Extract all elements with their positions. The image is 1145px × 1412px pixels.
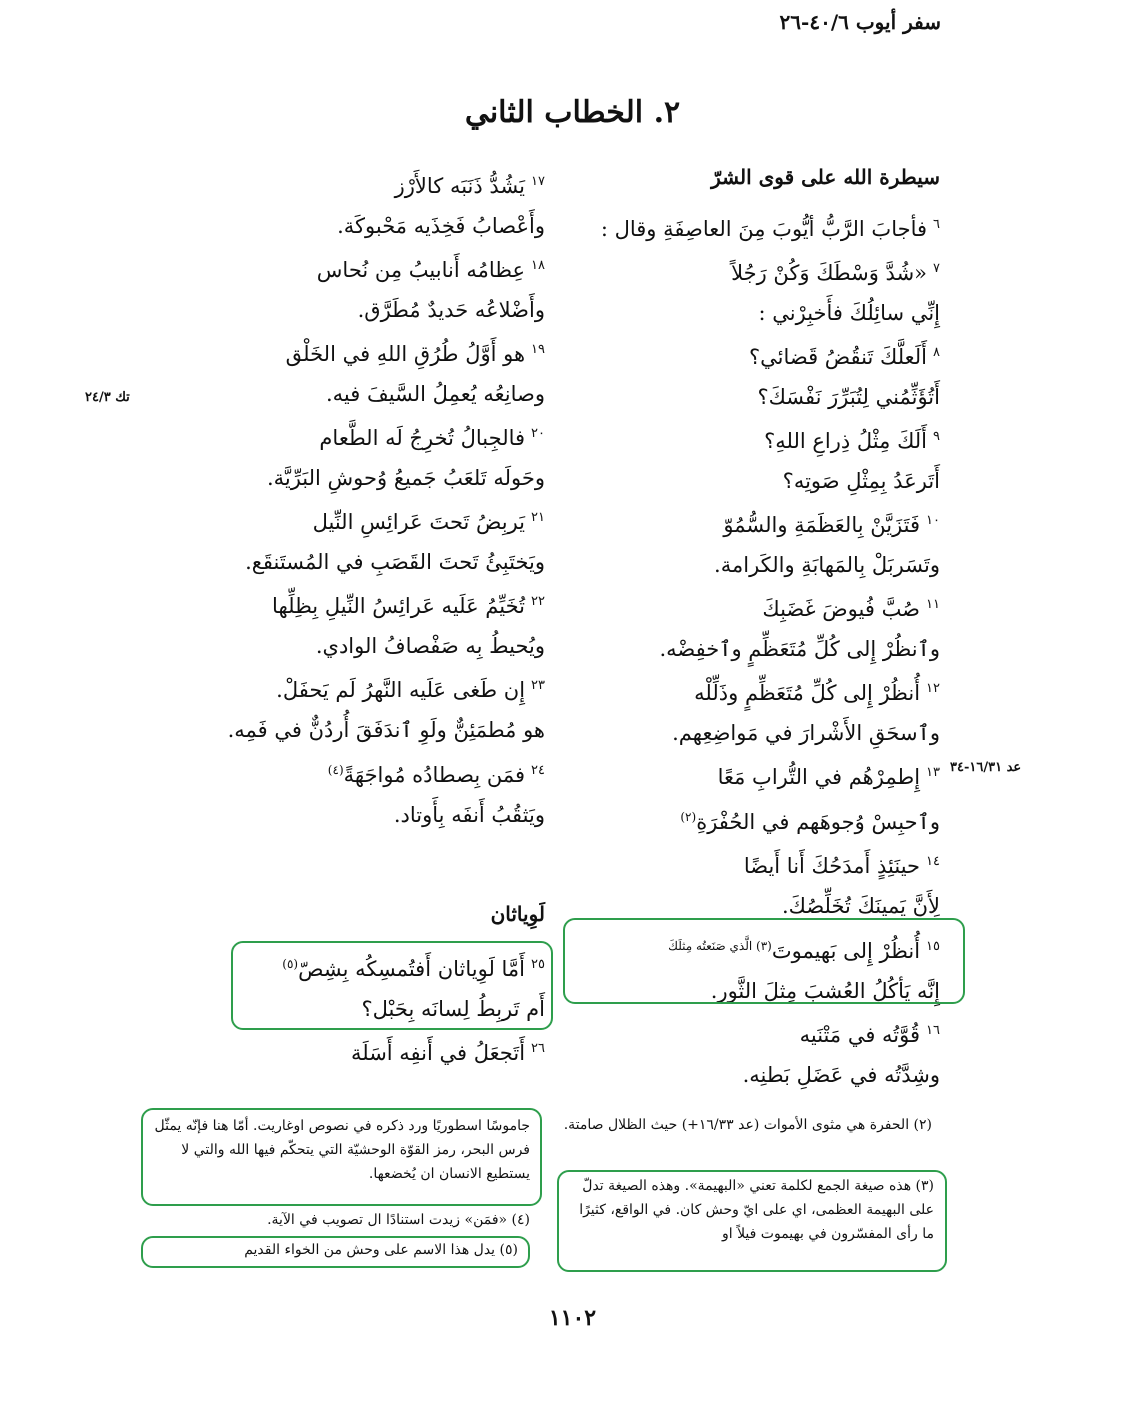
footnote-2: (٢) الحفرة هي مثوى الأموات (عد ١٦/٣٣+) حيث الظلال صامتة. [563, 1117, 932, 1133]
footnote-ref-5: (٥) [282, 957, 299, 971]
verse-text: هو أَوَّلُ طُرُقِ اللهِ في الخَلْق [285, 342, 526, 366]
verse-line [228, 330, 545, 374]
verse-line [282, 1029, 545, 1073]
verse-number: ٢٣ [531, 678, 545, 693]
verse-text: فَتَزَيَّنْ بِالعَظَمَةِ والسُّمُوّ [723, 513, 921, 537]
verse-text: وٱنظُرْ إِلى كُلِّ مُتَعَظِّمٍ وٱخفِضْه. [659, 637, 940, 661]
crossref-genesis: تك ٢٤/٣ [85, 390, 130, 405]
verse-number: ٧ [933, 261, 940, 276]
verse-line [601, 205, 940, 249]
running-header: سفر أيوب ٤٠/٦-٢٦ [779, 10, 941, 34]
verse-text: أَتُؤَثِّمُني لِتُبَرِّرَ نَفْسَكَ؟ [757, 385, 940, 409]
verse-number: ٢٤ [531, 763, 545, 778]
verse-number: ١٨ [531, 258, 545, 273]
footnote-3: (٣) هذه صيغة الجمع لكلمة تعني «البهيمة». وهذه الصيغة تدلّ على البهيمة العظمى، اي على ايّ وحش كان. في الواقع، كثيرًا ما رأى المفسّرون في بهيموت فيلاً او [579, 1178, 934, 1242]
verse-line [601, 333, 940, 377]
verse-line [601, 629, 940, 669]
verse-text-continuation: الَّذي صَنَعتُه مِثلَكَ [668, 939, 756, 953]
verse-line [601, 1055, 940, 1095]
verse-text: ويَثقُبُ أَنفَه بِأَوتاد. [393, 803, 545, 827]
verse-text: وٱحبِسْ وُجوهَهم في الحُفْرَةِ [696, 810, 940, 834]
verse-number: ٢٢ [531, 594, 545, 609]
verse-number: ١١ [926, 597, 940, 612]
verse-line [601, 377, 940, 417]
verse-text: يَشُدُّ ذَنَبَه كالأَرْز [394, 174, 526, 198]
verse-text: إِنِّي سائِلُكَ فأَخبِرْني : [758, 301, 940, 325]
verse-number: ١٠ [926, 513, 940, 528]
verse-text: فأجابَ الرَّبُّ أيُّوبَ مِنَ العاصِفَةِ وقال : [600, 217, 928, 241]
right-column-heading: سيطرة الله على قوى الشرّ [711, 165, 940, 189]
verse-line [228, 374, 545, 414]
verse-line [601, 585, 940, 629]
leviathan-heading: لَوِياثان [490, 902, 545, 926]
verse-text: عِظامُه أَنابيبُ مِن نُحاس [316, 258, 526, 282]
footnote-ref-3: (٣) [756, 939, 772, 953]
verse-text: أَم تَربِطُ لِسانَه بِحَبْل؟ [361, 997, 545, 1021]
verse-text: إِن طَغى عَلَيه النَّهرُ لَم يَحفَلْ. [276, 678, 526, 702]
verse-number: ١٩ [531, 342, 545, 357]
verse-text: «شُدَّ وَسْطَكَ وَكُنْ رَجُلاً [731, 261, 928, 285]
verse-line [228, 414, 545, 458]
verse-text: أَلَعلَّكَ تَنقُضُ قَضائي؟ [748, 345, 928, 369]
verse-number: ١٢ [926, 681, 940, 696]
verse-text: وحَولَه تَلعَبُ جَميعُ وُحوشِ البَرِّيَّة. [266, 466, 545, 490]
highlight-box-leviathan [231, 941, 553, 1030]
left-column-verses [228, 162, 545, 835]
verse-text: ويَختَبِئُ تَحتَ القَصَبِ في المُستَنقَع. [245, 550, 545, 574]
highlight-box-behemoth [563, 918, 965, 1004]
verse-line [601, 753, 940, 797]
verse-text: وتَسَربَلْ بِالمَهابَةِ والكَرامة. [714, 553, 940, 577]
verse-line [601, 461, 940, 501]
verse-line [228, 162, 545, 206]
verse-text: أَتَجعَلُ في أَنفِه أَسَلَة [350, 1041, 526, 1065]
verse-text: وأَعْصابُ فَخِذَيه مَحْبوكَة. [337, 214, 545, 238]
verse-text: ويُحيطُ بِه صَفْصافُ الوادي. [315, 634, 545, 658]
verse-line [601, 545, 940, 585]
verse-number: ٢١ [531, 510, 545, 525]
verse-line [601, 249, 940, 293]
verse-text: تُخَيِّمُ عَلَيه عَرائِسُ النِّيلِ بِظِلِّها [272, 594, 526, 618]
verse-text: يَربِضُ تَحتَ عَرائِسِ النِّيل [312, 510, 526, 534]
verse-number: ٦ [933, 217, 940, 232]
verse-text: فمَن بِصطادُه مُواجَهَةً [343, 763, 526, 787]
verse-number: ١٦ [926, 1023, 940, 1038]
verse-text: أَلَكَ مِثْلُ ذِراعِ اللهِ؟ [764, 429, 928, 453]
verse-number: ٨ [933, 345, 940, 360]
verse-text: حينَئِذٍ أَمدَحُكَ أَنا أَيضًا [743, 854, 921, 878]
section-title: ٢. الخطاب الثاني [464, 95, 681, 130]
verse-text: إِنَّه يَأكُلُ العُشبَ مِثلَ الثَّور. [710, 979, 940, 1003]
verse-text: لِأَنَّ يَمينَكَ تُخَلِّصُكَ. [781, 894, 940, 918]
crossref-numbers: عد ١٦/٣١-٣٤ [950, 760, 1022, 775]
verse-text: صُبَّ فُيوضَ غَضَبِكَ [762, 597, 921, 621]
verse-line [601, 669, 940, 713]
verse-number: ٢٠ [531, 426, 545, 441]
verse-number: ١٤ [926, 854, 940, 869]
verse-number: ١٣ [926, 765, 940, 780]
verse-line [228, 582, 545, 626]
footnote-3-continuation: جاموسًا اسطوريًا ورد ذكره في نصوص اوغاريت. أمّا هنا فإنّه يمثّل فرس البحر، رمز القوّة الوحشيّة التي يتحكّم فيها الله والتي لا يستطيع الانسان ان يُخضعها. [154, 1118, 530, 1182]
footnote-ref-4: (٤) [327, 763, 344, 777]
verse-line [228, 795, 545, 835]
verse-line [601, 842, 940, 886]
page-number: ١١٠٢ [548, 1305, 597, 1331]
footnote-ref-2: (٢) [680, 810, 697, 824]
verse-line [601, 1011, 940, 1055]
verse-number: ٩ [933, 429, 940, 444]
verse-text: وأَضْلاعُه حَديدٌ مُطَرَّق. [357, 298, 545, 322]
verse-line [601, 713, 940, 753]
verse-line [601, 797, 940, 842]
verse-line [228, 458, 545, 498]
verse-line [228, 542, 545, 582]
verse-line [601, 501, 940, 545]
verse-line [228, 206, 545, 246]
verse-line [601, 417, 940, 461]
verse-number: ٢٥ [531, 957, 545, 972]
verse-line [228, 290, 545, 330]
footnote-5: (٥) يدل هذا الاسم على وحش من الخواء القديم [244, 1242, 518, 1258]
verse-text: وٱسحَقِ الأَشْرارَ في مَواضِعِهم. [672, 721, 940, 745]
verse-number: ١٥ [926, 939, 940, 954]
verse-line [228, 750, 545, 795]
verse-text: أُنظُرْ إِلى بَهيموتَ [771, 939, 921, 963]
verse-number: ٢٦ [531, 1041, 545, 1056]
verse-text: هو مُطمَئِنٌّ ولَوِ ٱندَفَقَ أُردُنٌّ في فَمِه. [227, 718, 545, 742]
verse-line [601, 293, 940, 333]
footnote-4: (٤) «فمَن» زيدت استنادًا ال تصويب في الآية. [267, 1212, 530, 1228]
verse-text: وصانِعُه يُعمِلُ السَّيفَ فيه. [325, 382, 545, 406]
verse-line [228, 666, 545, 710]
verse-number: ١٧ [531, 174, 545, 189]
verse-line [228, 710, 545, 750]
verse-text: وشِدَّتُه في عَضَلِ بَطنِه. [742, 1063, 940, 1087]
verse-text: إِطمِرْهُم في التُّرابِ مَعًا [717, 765, 921, 789]
verse-text: فالجِبالُ تُخرِجُ لَه الطَّعام [319, 426, 526, 450]
verse-line [228, 626, 545, 666]
verse-text: أُنظُرْ إِلى كُلِّ مُتَعَظِّمٍ وذَلِّلْه [694, 681, 921, 705]
verse-line [228, 246, 545, 290]
verse-line [228, 498, 545, 542]
verse-text: قُوَّتُه في مَتْنَيه [799, 1023, 921, 1047]
verse-text: أَتَرعَدُ بِمِثْلِ صَوتِه؟ [782, 469, 940, 493]
verse-text: أَمَّا لَوِياثان أَفتُمسِكُه بِشِصّ [298, 957, 526, 981]
